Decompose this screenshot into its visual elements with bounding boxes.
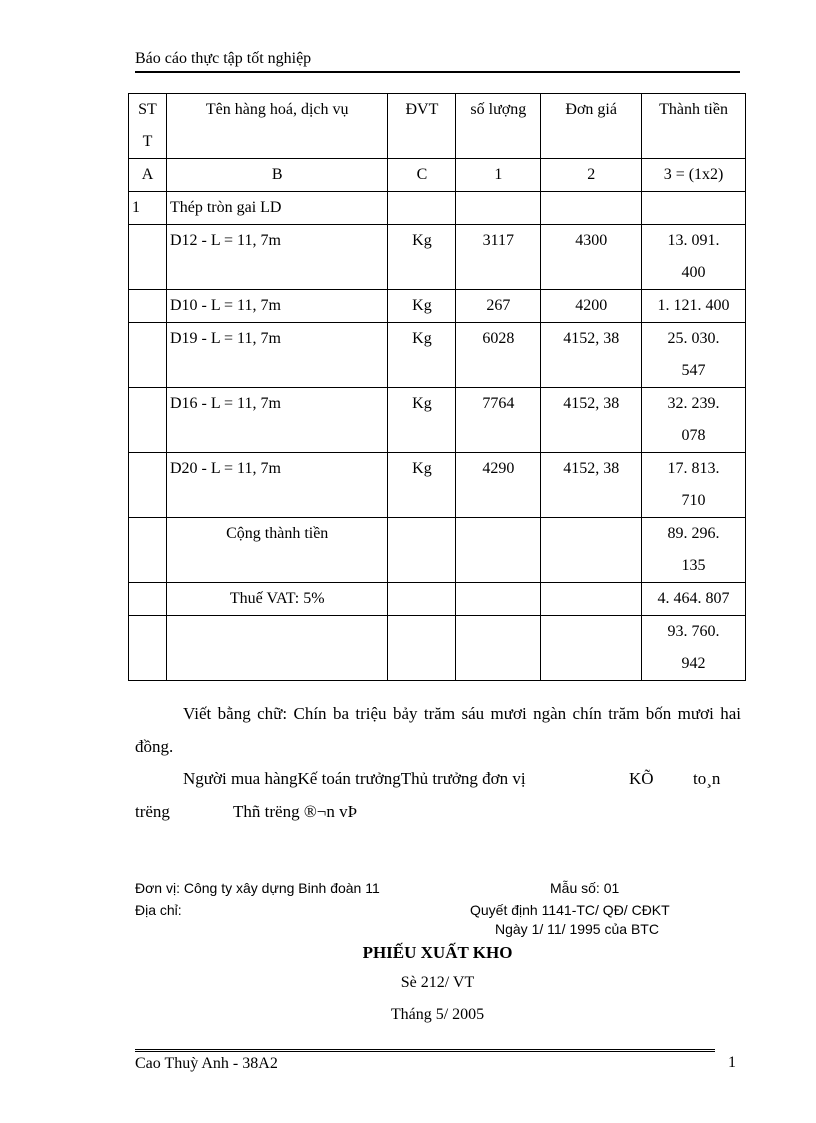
cell-price: 4152, 38	[541, 453, 642, 518]
cell-qty	[456, 583, 541, 616]
cell-price: 4300	[541, 225, 642, 290]
cell-stt	[129, 583, 167, 616]
table-header-row	[129, 94, 746, 159]
cell-total	[642, 453, 746, 518]
total-part: 25. 030.	[667, 330, 720, 347]
cell-stt	[129, 323, 167, 388]
signature-block	[135, 762, 775, 828]
page-header: Báo cáo thực tập tốt nghiệp	[135, 50, 740, 73]
total-part: 078	[681, 427, 706, 444]
cell-unit	[388, 518, 456, 583]
table-row	[129, 453, 746, 518]
signature-garbled-c: trëng	[135, 802, 170, 821]
table-row	[129, 518, 746, 583]
cell-name: D20 - L = 11, 7m	[166, 453, 388, 518]
table-row	[129, 290, 746, 323]
cell-name: D10 - L = 11, 7m	[166, 290, 388, 323]
cell-stt	[129, 290, 167, 323]
table-row	[129, 323, 746, 388]
cell-price: 4200	[541, 290, 642, 323]
signature-garbled-a: KÕ	[629, 769, 654, 788]
cell-price	[541, 616, 642, 681]
cell-name: D12 - L = 11, 7m	[166, 225, 388, 290]
total-part: 93. 760.	[667, 623, 720, 640]
cell-qty: 7764	[456, 388, 541, 453]
total-part: 135	[681, 557, 706, 574]
cell-name: Cộng thành tiền	[166, 518, 388, 583]
footer-page-number: 1	[728, 1054, 736, 1071]
cell-price: 4152, 38	[541, 323, 642, 388]
header-stt: ST T	[129, 94, 167, 159]
cell-unit	[388, 192, 456, 225]
document-title: PHIẾU XUẤT KHO	[362, 943, 513, 962]
table-row	[129, 388, 746, 453]
code-c: C	[388, 159, 456, 192]
cell-name: D16 - L = 11, 7m	[166, 388, 388, 453]
cell-qty	[456, 616, 541, 681]
cell-price	[541, 518, 642, 583]
signature-garbled-b: to¸n	[693, 769, 721, 788]
header-name: Tên hàng hoá, dịch vụ	[166, 94, 388, 159]
table-code-row	[129, 159, 746, 192]
cell-stt	[129, 453, 167, 518]
cell-total	[642, 192, 746, 225]
total-part: 4. 464. 807	[657, 590, 730, 607]
cell-name: Thép tròn gai LD	[166, 192, 388, 225]
code-2: 2	[541, 159, 642, 192]
cell-price	[541, 192, 642, 225]
header-unit: ĐVT	[388, 94, 456, 159]
signature-garbled-d: Thñ trëng ®¬n vÞ	[233, 802, 358, 821]
cell-qty: 3117	[456, 225, 541, 290]
cell-unit: Kg	[388, 323, 456, 388]
total-part: 547	[681, 362, 706, 379]
table-row	[129, 225, 746, 290]
cell-unit: Kg	[388, 453, 456, 518]
table-row	[129, 616, 746, 681]
total-part: 13. 091.	[667, 232, 720, 249]
cell-unit: Kg	[388, 290, 456, 323]
header-qty: số lượng	[456, 94, 541, 159]
cell-stt	[129, 616, 167, 681]
cell-total	[642, 388, 746, 453]
cell-stt: 1	[129, 192, 167, 225]
table-row	[129, 583, 746, 616]
cell-total	[642, 583, 746, 616]
cell-qty	[456, 518, 541, 583]
cell-total	[642, 290, 746, 323]
total-part: 710	[681, 492, 706, 509]
total-part: 942	[681, 655, 706, 672]
amount-in-words: Viết bằng chữ: Chín ba triệu bảy trăm sáu mươi ngàn chín trăm bốn mươi hai đồng.	[135, 704, 741, 756]
total-part: 89. 296.	[667, 525, 720, 542]
cell-total	[642, 518, 746, 583]
cell-total	[642, 323, 746, 388]
document-number: Sè 212/ VT	[400, 974, 475, 991]
cell-unit: Kg	[388, 388, 456, 453]
code-3: 3 = (1x2)	[642, 159, 746, 192]
cell-qty: 267	[456, 290, 541, 323]
total-part: 400	[681, 264, 706, 281]
cell-price: 4152, 38	[541, 388, 642, 453]
form-decision-date: Ngày 1/ 11/ 1995 của BTC	[495, 921, 659, 937]
total-part: 17. 813.	[667, 460, 720, 477]
form-unit: Đơn vị: Công ty xây dựng Binh đoàn 11	[135, 880, 380, 896]
cell-qty: 6028	[456, 323, 541, 388]
cell-price	[541, 583, 642, 616]
cell-name	[166, 616, 388, 681]
code-a: A	[129, 159, 167, 192]
footer-author: Cao Thuỳ Anh - 38A2	[135, 1055, 278, 1072]
table-row	[129, 192, 746, 225]
header-total: Thành tiền	[642, 94, 746, 159]
code-1: 1	[456, 159, 541, 192]
cell-qty	[456, 192, 541, 225]
total-part: 1. 121. 400	[657, 297, 730, 314]
signature-roles: Người mua hàngKế toán trưởngThủ trưởng đơn vị	[183, 769, 526, 788]
cell-name: Thuế VAT: 5%	[166, 583, 388, 616]
form-decision: Quyết định 1141-TC/ QĐ/ CĐKT	[470, 902, 670, 918]
cell-total	[642, 225, 746, 290]
cell-unit: Kg	[388, 225, 456, 290]
cell-unit	[388, 616, 456, 681]
cell-total	[642, 616, 746, 681]
footer-rule	[135, 1049, 715, 1052]
cell-stt	[129, 225, 167, 290]
cell-stt	[129, 518, 167, 583]
code-b: B	[166, 159, 388, 192]
cell-name: D19 - L = 11, 7m	[166, 323, 388, 388]
cell-unit	[388, 583, 456, 616]
document-month: Tháng 5/ 2005	[390, 1006, 485, 1023]
invoice-table	[128, 93, 746, 681]
header-price: Đơn giá	[541, 94, 642, 159]
total-part: 32. 239.	[667, 395, 720, 412]
cell-qty: 4290	[456, 453, 541, 518]
form-number-label: Mẫu số: 01	[550, 880, 620, 896]
form-address: Địa chỉ:	[135, 902, 182, 918]
cell-stt	[129, 388, 167, 453]
